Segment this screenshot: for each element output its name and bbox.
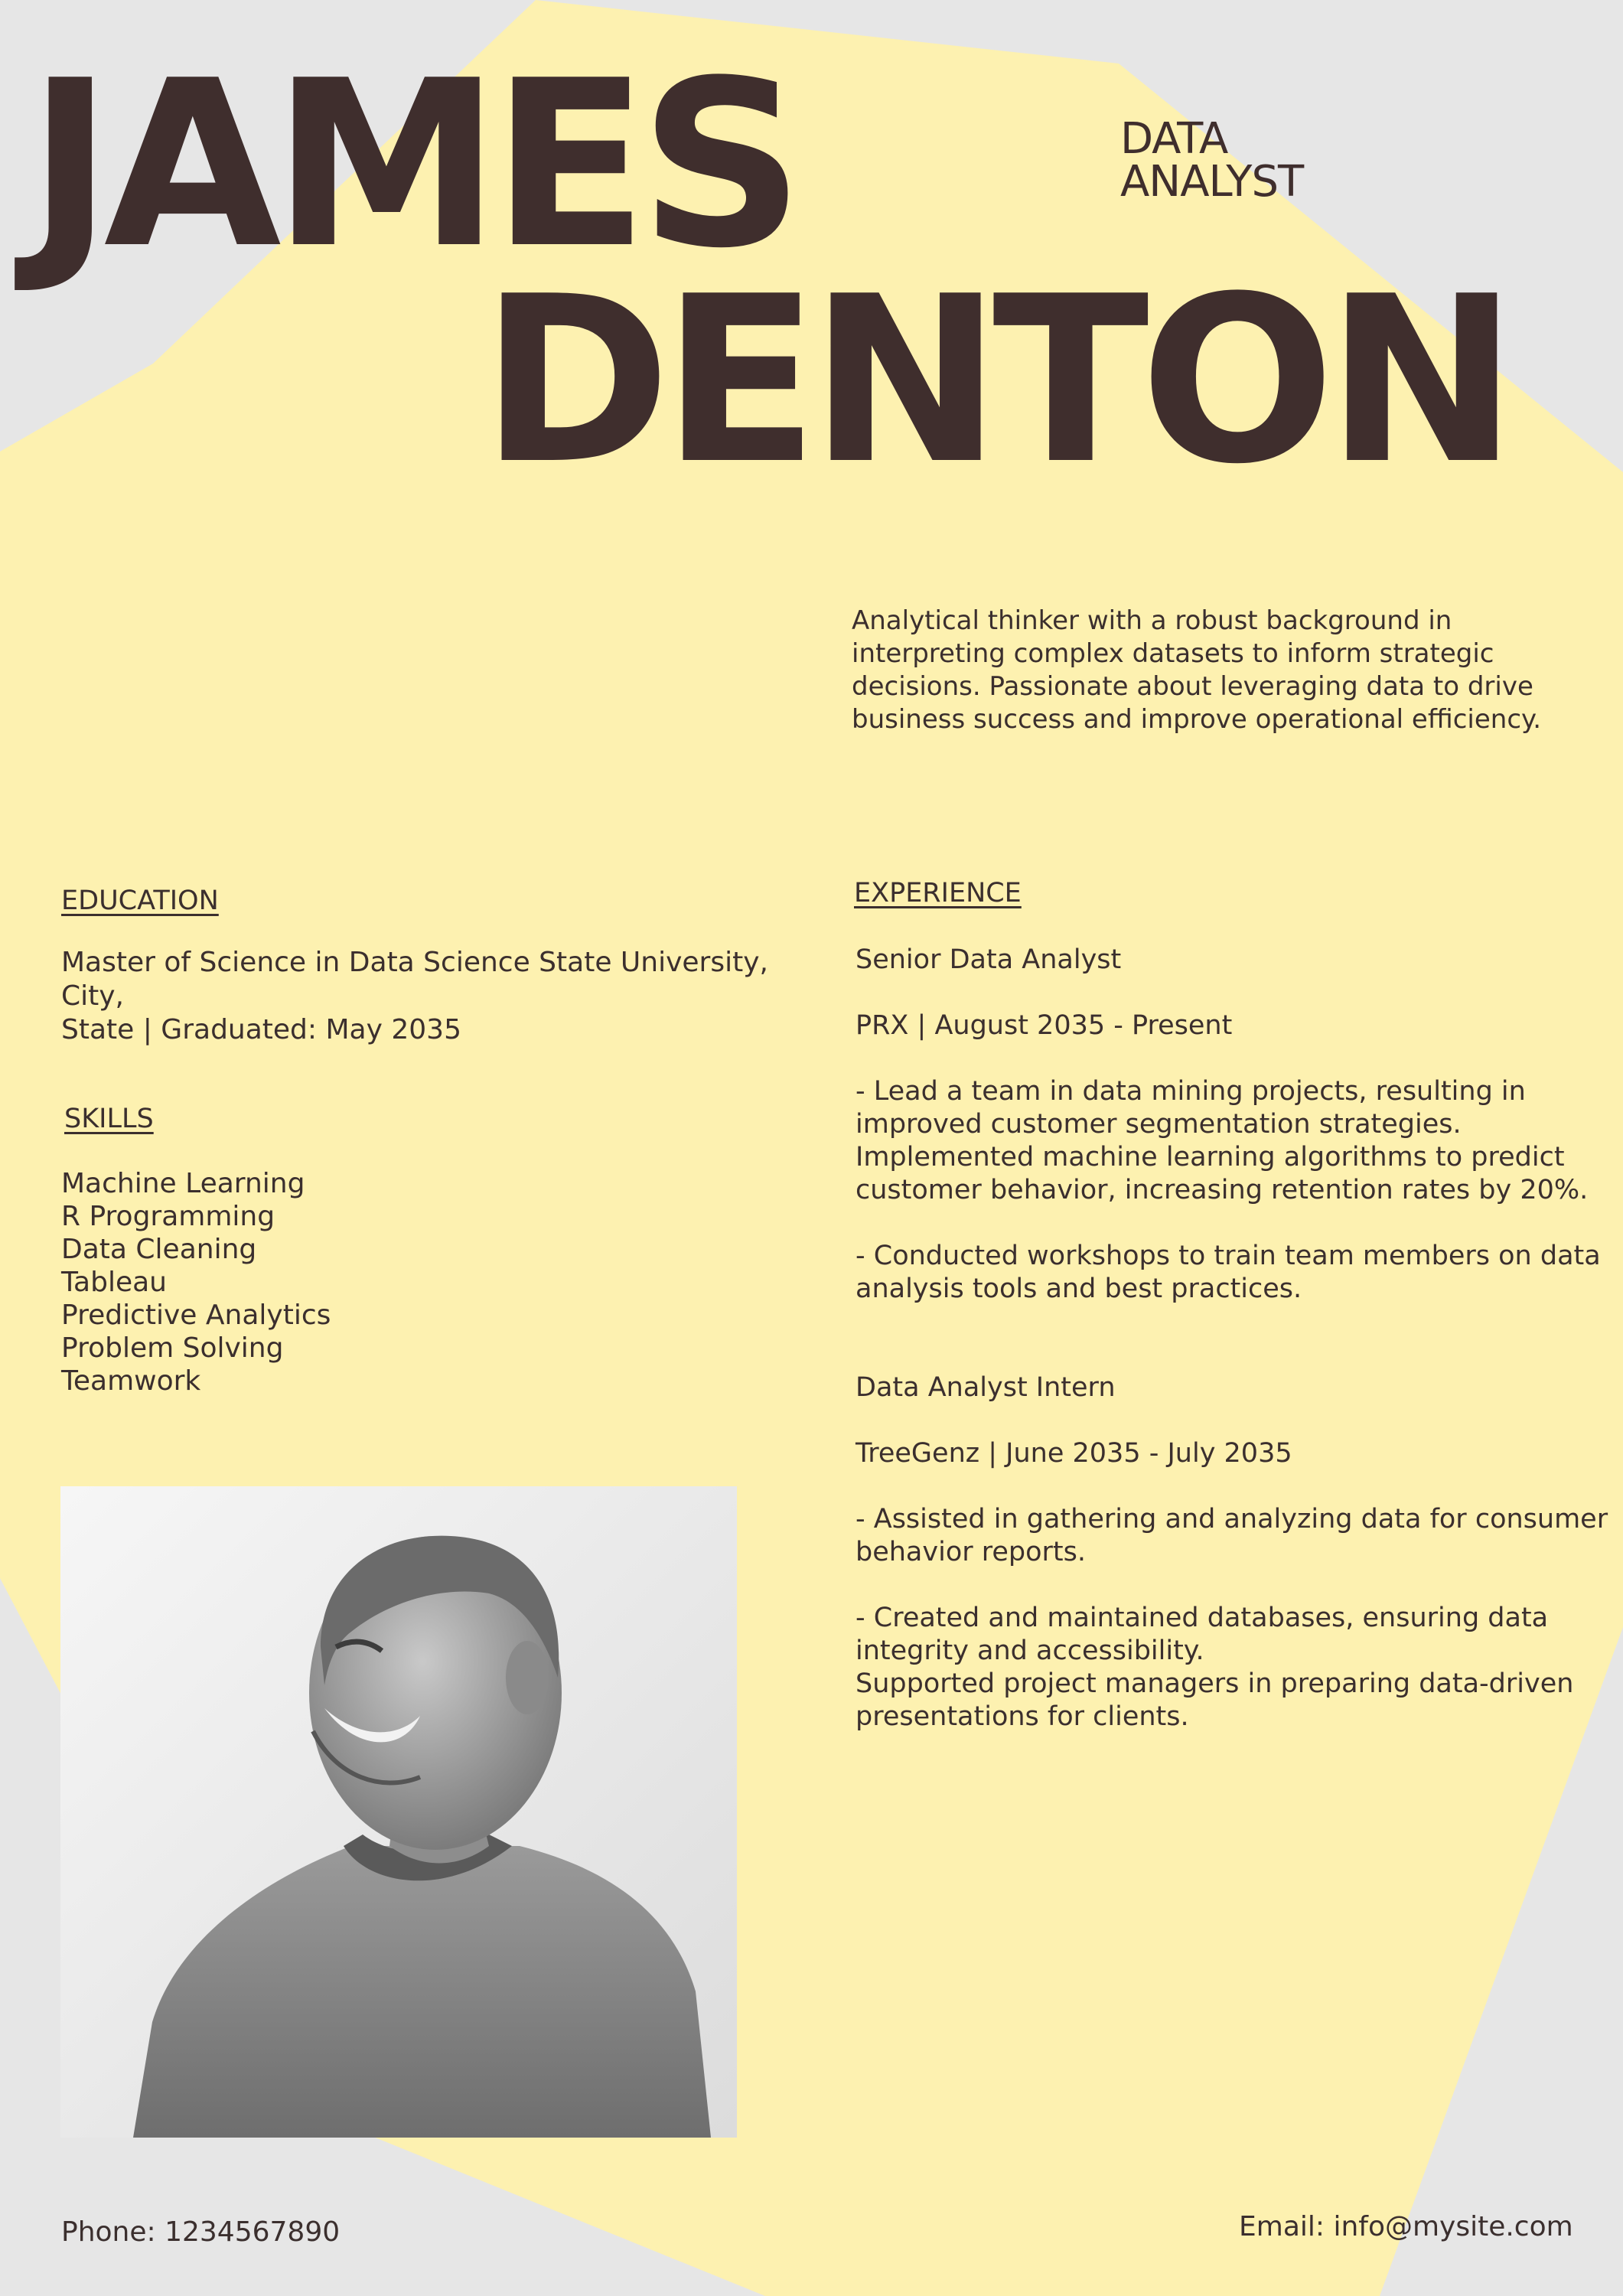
last-name: DENTON bbox=[481, 247, 1509, 514]
skill-item: Data Cleaning bbox=[61, 1234, 257, 1265]
experience-heading: EXPERIENCE bbox=[854, 878, 1022, 908]
job-bullet: - Assisted in gathering and analyzing data for consumer behavior reports. bbox=[855, 1504, 1608, 1567]
education-line-1: Master of Science in Data Science State University, City, bbox=[61, 947, 768, 1012]
job-bullet-continued: Implemented machine learning algorithms to predict customer behavior, increasing retention rates by 20%. bbox=[855, 1142, 1589, 1205]
experience-section bbox=[855, 944, 1621, 1733]
skill-item: Machine Learning bbox=[61, 1168, 305, 1199]
education-line-2: State | Graduated: May 2035 bbox=[61, 1014, 461, 1045]
job-bullet: - Conducted workshops to train team members on data analysis tools and best practices. bbox=[855, 1241, 1601, 1304]
job-title: Senior Data Analyst bbox=[855, 944, 1122, 975]
job-bullet: - Lead a team in data mining projects, resulting in improved customer segmentation strategies. bbox=[855, 1076, 1526, 1140]
portrait-illustration bbox=[60, 1486, 737, 2138]
first-name: JAMES bbox=[28, 31, 796, 298]
education-entry bbox=[61, 946, 811, 1047]
role-line-1: DATA bbox=[1120, 114, 1228, 164]
job-bullet-continued: Supported project managers in preparing data-driven presentations for clients. bbox=[855, 1668, 1574, 1732]
skills-heading: SKILLS bbox=[64, 1104, 154, 1134]
job-role bbox=[1120, 114, 1304, 207]
profile-summary: Analytical thinker with a robust background in interpreting complex datasets to inform strategic decisions. Passionate about leveraging data to drive business success and improve operational efficiency. bbox=[852, 605, 1542, 735]
skill-item: R Programming bbox=[61, 1201, 275, 1232]
phone-number: Phone: 1234567890 bbox=[61, 2216, 341, 2248]
skill-item: Tableau bbox=[61, 1267, 167, 1298]
job-title: Data Analyst Intern bbox=[855, 1372, 1116, 1403]
role-line-2: ANALYST bbox=[1120, 157, 1304, 207]
skill-item: Problem Solving bbox=[61, 1332, 284, 1364]
job-company-dates: PRX | August 2035 - Present bbox=[855, 1010, 1233, 1041]
profile-photo bbox=[60, 1486, 737, 2138]
skills-list bbox=[61, 1167, 331, 1397]
email-address: Email: info@mysite.com bbox=[1239, 2211, 1573, 2242]
skill-item: Teamwork bbox=[61, 1365, 201, 1397]
job-bullet: - Created and maintained databases, ensuring data integrity and accessibility. bbox=[855, 1603, 1549, 1666]
job-company-dates: TreeGenz | June 2035 - July 2035 bbox=[855, 1438, 1292, 1469]
skill-item: Predictive Analytics bbox=[61, 1300, 331, 1331]
education-heading: EDUCATION bbox=[61, 885, 219, 916]
